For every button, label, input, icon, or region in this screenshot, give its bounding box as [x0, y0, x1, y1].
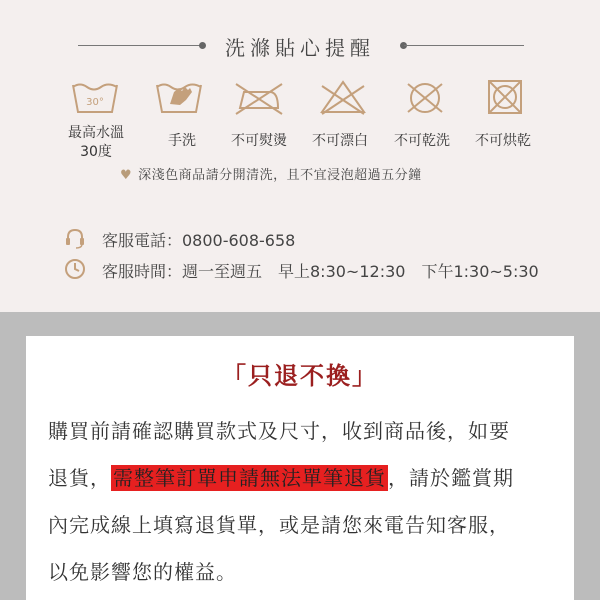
- no-dry-clean-icon: [398, 78, 452, 118]
- no-bleach-icon: [316, 78, 370, 118]
- label-no-bleach: 不可漂白: [312, 133, 368, 149]
- label-no-iron: 不可熨燙: [231, 133, 287, 149]
- policy-section: [0, 312, 600, 600]
- heart-icon: ♥: [120, 168, 133, 183]
- label-hand-wash: 手洗: [168, 133, 196, 149]
- service-phone-text: 客服電話：0800-608-658: [102, 231, 296, 250]
- wash-temp-text: 30°: [86, 97, 104, 108]
- policy-text: [48, 408, 558, 596]
- label-max-temp: 最高水溫 30度: [68, 125, 124, 160]
- policy-line-2: 退貨， 需整筆訂單申請無法單筆退貨 ，請於鑑賞期: [48, 466, 514, 490]
- clock-icon: [64, 258, 86, 280]
- care-title: 洗滌貼心提醒: [225, 36, 375, 60]
- policy-card: [26, 336, 574, 600]
- label-no-dry-clean: 不可乾洗: [394, 133, 450, 149]
- title-divider-right: [404, 45, 524, 46]
- care-note-text: 深淺色商品請分開清洗，且不宜浸泡超過五分鐘: [138, 168, 422, 183]
- care-icons: [0, 78, 600, 118]
- wash-30-icon: [68, 78, 122, 118]
- policy-highlight: 需整筆訂單申請無法單筆退貨: [113, 466, 386, 490]
- policy-line-4: 以免影響您的權益。: [48, 560, 237, 584]
- policy-line-1: 購買前請確認購買款式及尺寸，收到商品後，如要: [48, 419, 510, 443]
- headset-icon: [64, 227, 86, 249]
- no-iron-icon: [232, 78, 286, 118]
- policy-title: 「只退不換」: [222, 362, 378, 390]
- hand-wash-icon: [152, 78, 206, 118]
- service-hours-text: 客服時間：週一至週五 早上8:30~12:30 下午1:30~5:30: [102, 262, 539, 281]
- care-note: [120, 164, 422, 183]
- care-title-row: [0, 30, 600, 60]
- label-no-tumble-dry: 不可烘乾: [475, 133, 531, 149]
- no-tumble-dry-icon: [478, 78, 532, 118]
- policy-line-3: 內完成線上填寫退貨單，或是請您來電告知客服，: [48, 513, 510, 537]
